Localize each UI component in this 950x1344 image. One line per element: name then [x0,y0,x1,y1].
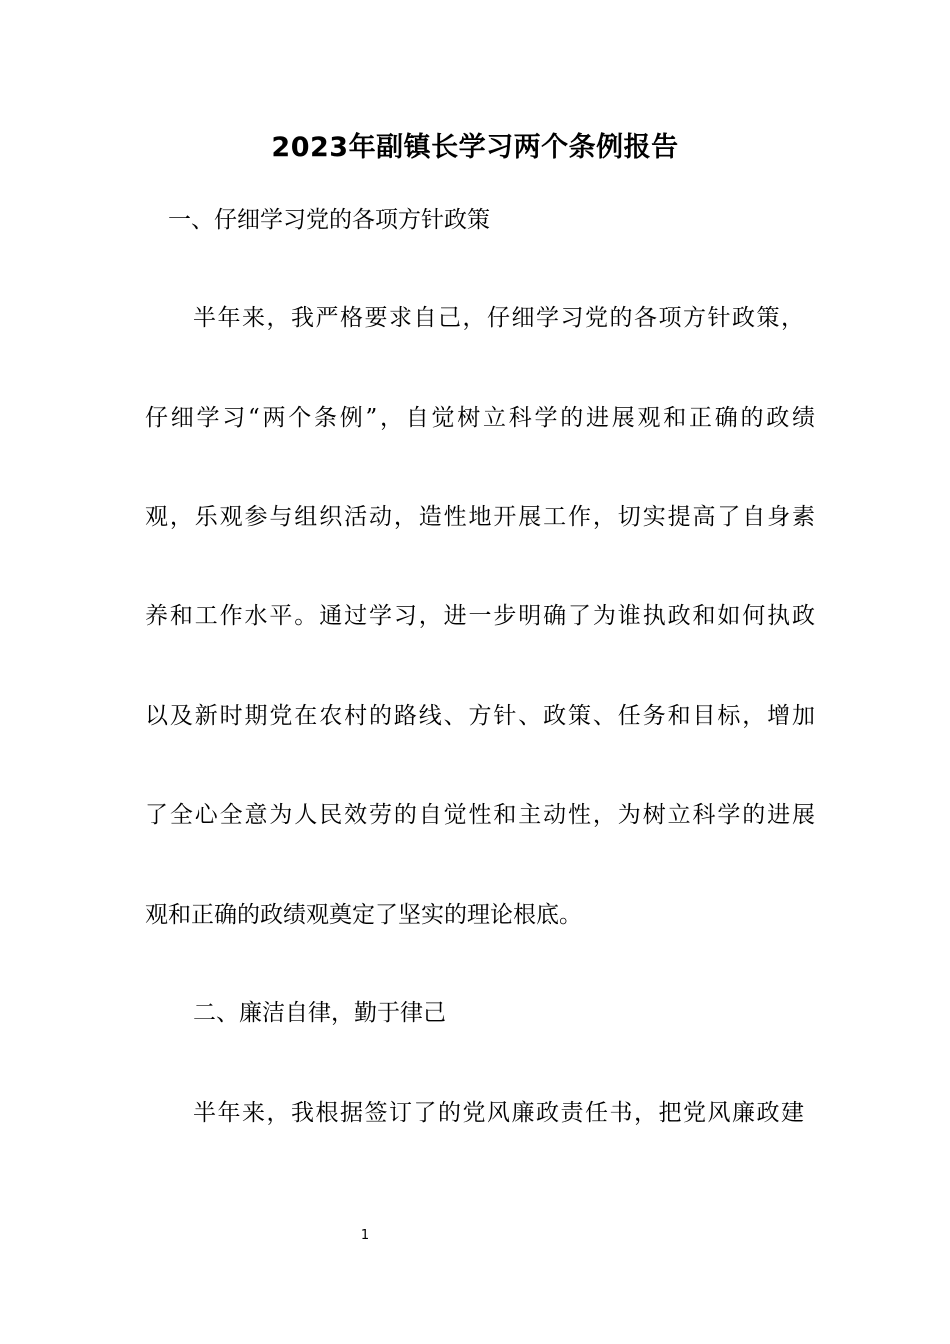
paragraph-line-3: 观，乐观参与组织活动，造性地开展工作，切实提高了自身素 [145,504,815,530]
paragraph-line-1: 半年来，我严格要求自己，仔细学习党的各项方针政策， [193,305,804,331]
paragraph-line-2: 仔细学习“两个条例”，自觉树立科学的进展观和正确的政绩 [145,405,815,431]
paragraph-line-8: 半年来，我根据签订了的党风廉政责任书，把党风廉政建 [193,1100,804,1126]
page-number: 1 [360,1228,370,1243]
paragraph-line-5: 以及新时期党在农村的路线、方针、政策、任务和目标，增加 [145,703,815,729]
paragraph-line-6: 了全心全意为人民效劳的自觉性和主动性，为树立科学的进展 [145,802,815,828]
section-heading-1: 一、仔细学习党的各项方针政策 [168,207,490,233]
section-heading-2: 二、廉洁自律，勤于律己 [193,1000,446,1026]
paragraph-line-4: 养和工作水平。通过学习，进一步明确了为谁执政和如何执政 [145,603,815,629]
paragraph-line-7: 观和正确的政绩观奠定了坚实的理论根底。 [145,902,582,928]
document-title: 2023年副镇长学习两个条例报告 [271,132,679,163]
